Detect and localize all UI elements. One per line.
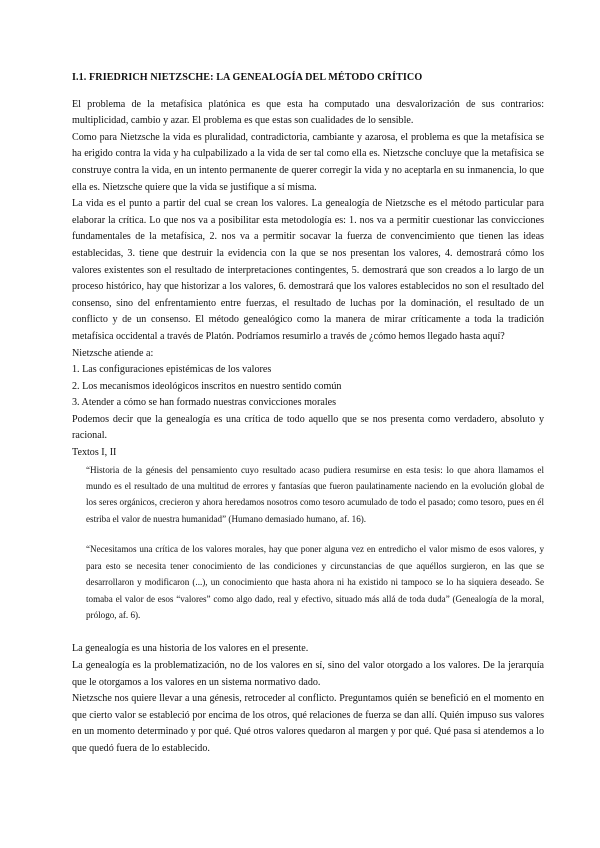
texts-label: Textos I, II xyxy=(72,447,117,459)
list-item: 2. Los mecanismos ideológicos inscritos en nuestro sentido común xyxy=(72,380,342,392)
quote-block: “Necesitamos una crítica de los valores morales, hay que poner alguna vez en entredicho el valor mismo de esos valores, y para esto se necesita tener conocimiento de las condiciones y circunstancias de que aquéllos surgieron, en las que se desarrollaron y modificaron (...), un conocimiento que hasta ahora ni ha existido ni tampoco se lo ha siquiera deseado. Se tomaba el valor de esos “valores” como algo dado, real y efectivo, situado más allá de toda duda” (Genealogía de la moral, prólogo, af. 6). xyxy=(86,544,544,620)
list-item: 1. Las configuraciones epistémicas de los valores xyxy=(72,364,272,376)
section-title: I.1. FRIEDRICH NIETZSCHE: LA GENEALOGÍA DEL MÉTODO CRÍTICO xyxy=(72,72,423,83)
quote-block: “Historia de la génesis del pensamiento cuyo resultado acaso pudiera resumirse en esta tesis: lo que ahora llamamos el mundo es el resultado de una multitud de errores y fantasías que fueron paulatinamente naciendo en la evolución global de los seres orgánicos, crecieron y ahora heredamos nosotros como tesoro acumulado de todo el pasado; como tesoro, pues en él estriba el valor de nuestra humanidad” (Humano demasiado humano, af. 16). xyxy=(86,464,544,524)
paragraph: Nietzsche atiende a: xyxy=(72,347,154,359)
summary-paragraph: Podemos decir que la genealogía es una crítica de todo aquello que se nos presenta como verdadero, absoluto y racional. xyxy=(72,413,544,442)
paragraph: El problema de la metafísica platónica es que esta ha computado una desvalorización de sus contrarios: multiplicidad, cambio y azar. El problema es que estas son cualidades de lo sensible. xyxy=(72,98,544,127)
document-body xyxy=(72,70,544,757)
paragraph: La vida es el punto a partir del cual se crean los valores. La genealogía de Nietzsche es el método particular para elaborar la crítica. Lo que nos va a posibilitar esta metodología es: 1. nos va a permitir cuestionar las convicciones fundamentales de la metafísica, 2. nos va a permitir socavar la fuerza de convencimiento que tienen las ideas establecidas, 3. tiene que destruir la evidencia con la que se nos presentan los valores, 4. demostrará cómo los valores existentes son el resultado de interpretaciones contingentes, 5. demostrará que son creados a lo largo de un proceso histórico, hay que historizar a los valores, 6. demostrará que los valores establecidos no son el resultado del consenso, sino del enfrentamiento entre fuerzas, el resultado de luchas por la dominación, el resultado de un conflicto y de un consenso. El método genealógico como la manera de mirar críticamente a toda la tradición metafísica occidental a través de Platón. Podríamos resumirlo a través de ¿cómo hemos llegado hasta aquí? xyxy=(72,198,544,342)
closing-paragraph: Nietzsche nos quiere llevar a una génesis, retroceder al conflicto. Preguntamos quién se benefició en el momento en que cierto valor se estableció por encima de los otros, qué relaciones de fuerza se dan allí. Quién impuso sus valores en un momento determinado y por qué. Qué otros valores quedaron al margen y por qué. Qué pasa si atendemos a lo que quedó fuera de lo establecido. xyxy=(72,693,544,754)
closing-paragraph: La genealogía es la problematización, no de los valores en sí, sino del valor otorgado a los valores. De la jerarquía que le otorgamos a los valores en un sistema normativo dado. xyxy=(72,659,544,688)
list-item: 3. Atender a cómo se han formado nuestras convicciones morales xyxy=(72,397,337,409)
paragraph: Como para Nietzsche la vida es pluralidad, contradictoria, cambiante y azarosa, el problema es que la metafísica se ha erigido contra la vida y ha culpabilizado a la vida de ser tal como ella es. Nietzsche concluye que la metafísica se construye contra la vida, en un intento permanente de querer corregir la vida y no aceptarla en su inmanencia, lo que ella es. Nietzsche quiere que la vida se justifique a sí misma. xyxy=(72,131,544,193)
closing-paragraph: La genealogía es una historia de los valores en el presente. xyxy=(72,643,309,655)
